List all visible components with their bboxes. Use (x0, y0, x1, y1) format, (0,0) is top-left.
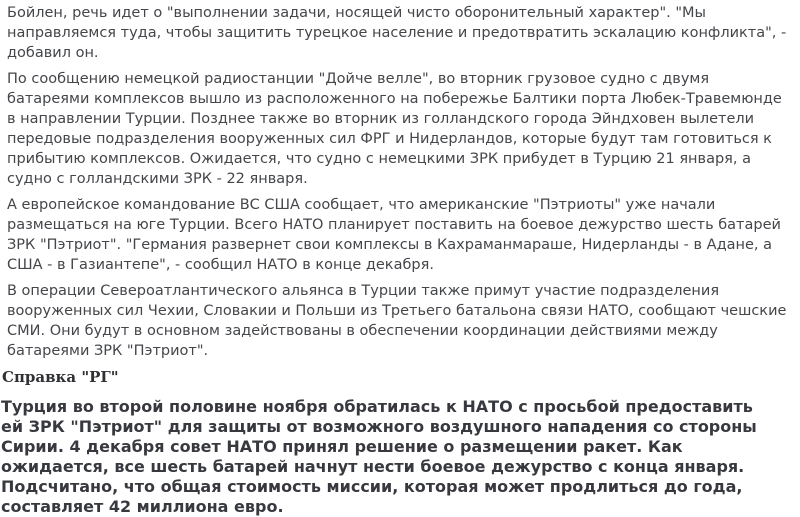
reference-paragraph: Турция во второй половине ноября обратилась к НАТО с просьбой предоставить ей ЗРК "Пэтриот" для защиты от возможного воздушного нападения со стороны Сирии. 4 декабря совет НАТО принял решение о размещении ракет. Как ожидается, все шесть батарей начнут нести боевое дежурство с конца января. Подсчитано, что общая стоимость миссии, которая может продлиться до года, составляет 42 миллиона евро. (1, 397, 757, 516)
reference-heading: Справка "РГ" (2, 368, 119, 386)
article-paragraph: В операции Североатлантического альянса в Турции также примут участие подразделения вооруженных сил Чехии, Словакии и Польши из Третьего батальона связи НАТО, сообщают чешские СМИ. Они будут в основном задействованы в обеспечении координации действиями между батареями ЗРК "Пэтриот". (7, 283, 787, 359)
article-paragraph: Бойлен, речь идет о "выполнении задачи, носящей чисто оборонительный характер". "Мы направляемся туда, чтобы защитить турецкое население и предотвратить эскалацию конфликта", - добавил он. (7, 5, 787, 61)
article-paragraph: А европейское командование ВС США сообщает, что американские "Пэтриоты" уже начали размещаться на юге Турции. Всего НАТО планирует поставить на боевое дежурство шесть батарей ЗРК "Пэтриот". "Германия развернет свои комплексы в Кахраманмараше, Нидерланды - в Адане, а США - в Газиантепе", - сообщил НАТО в конце декабря. (7, 197, 781, 273)
article-paragraph: По сообщению немецкой радиостанции "Дойче велле", во вторник грузовое судно с двумя батареями комплексов вышло из расположенного на побережье Балтики порта Любек-Травемюнде в направлении Турции. Позднее также во вторник из голландского города Эйндховен вылетели передовые подразделения вооруженных сил ФРГ и Нидерландов, которые будут там готовиться к прибытию комплексов. Ожидается, что судно с немецкими ЗРК прибудет в Турцию 21 января, а судно с голландскими ЗРК - 22 января. (7, 71, 782, 187)
